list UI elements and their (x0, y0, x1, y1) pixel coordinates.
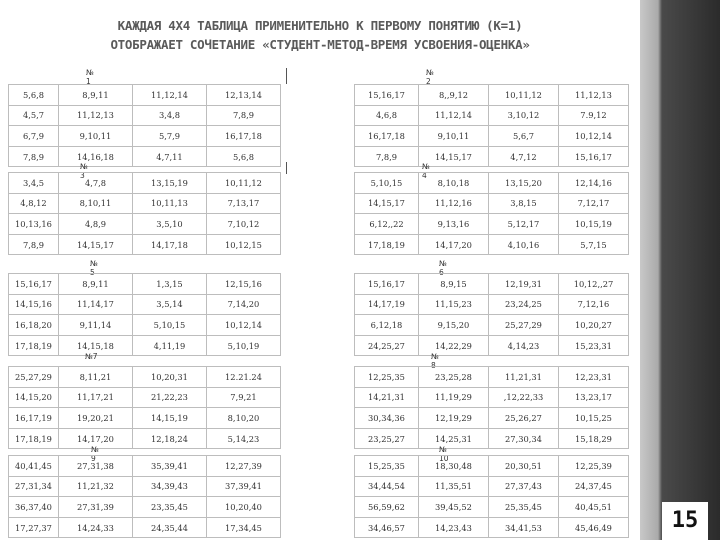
table-label: № 4 (422, 162, 430, 180)
table-cell: 14,15,17 (355, 193, 419, 214)
table-cell: 4,14,23 (489, 335, 559, 356)
table-cell: 3,10,12 (489, 105, 559, 126)
table-cell: 37,39,41 (207, 476, 281, 497)
table-cell: 12.21.24 (207, 367, 281, 388)
table-cell: 7,14,20 (207, 294, 281, 315)
table-cell: 6,7,9 (9, 126, 59, 147)
table-cell: 11,21,31 (489, 367, 559, 388)
table-cell: 34,41,53 (489, 517, 559, 538)
table-cell: 12,13,14 (207, 85, 281, 106)
table-cell: 5,10,19 (207, 335, 281, 356)
table-cell: 11,12,13 (59, 105, 133, 126)
table-row (355, 517, 629, 538)
data-table (8, 84, 281, 167)
table-cell: 13,15,19 (133, 173, 207, 194)
table-cell: 20,30,51 (489, 456, 559, 477)
table-cell: 27,30,34 (489, 428, 559, 449)
table-row (9, 408, 281, 429)
table-cell: 56,59,62 (355, 497, 419, 518)
table-cell: 5,10,15 (133, 315, 207, 336)
table-cell: 14,24,33 (59, 517, 133, 538)
data-table (8, 366, 281, 449)
data-table (354, 366, 629, 449)
table-cell: 10,12,15 (207, 234, 281, 255)
table-cell: 25,27,29 (489, 315, 559, 336)
table-row (9, 146, 281, 167)
table-row (355, 234, 629, 255)
table-cell: 34,44,54 (355, 476, 419, 497)
table-row (355, 294, 629, 315)
table-row (355, 408, 629, 429)
separator-line (286, 162, 287, 174)
table-cell: 25,35,45 (489, 497, 559, 518)
table-cell: 7,12,16 (559, 294, 629, 315)
table-cell: 15,16,17 (355, 85, 419, 106)
table-row (9, 315, 281, 336)
table-cell: 12,14,16 (559, 173, 629, 194)
table-cell: 12,23,31 (559, 367, 629, 388)
table-cell: 14,17,18 (133, 234, 207, 255)
table-cell: 23,25,27 (355, 428, 419, 449)
table-cell: 9,10,11 (419, 126, 489, 147)
table-row (355, 335, 629, 356)
table-cell: 5,14,23 (207, 428, 281, 449)
table-row (9, 517, 281, 538)
table-row (9, 105, 281, 126)
table-cell: 10,20,27 (559, 315, 629, 336)
table-row (9, 126, 281, 147)
table-row (355, 105, 629, 126)
table-cell: 11,21,32 (59, 476, 133, 497)
table-cell: 8,10,18 (419, 173, 489, 194)
table-cell: 12,18,24 (133, 428, 207, 449)
table-cell: 11,12,14 (133, 85, 207, 106)
data-table (8, 455, 281, 538)
table-cell: 10,20,31 (133, 367, 207, 388)
table-cell: 24,25,27 (355, 335, 419, 356)
table-cell: 10,15,19 (559, 214, 629, 235)
table-cell: 11,12,16 (419, 193, 489, 214)
data-table (354, 172, 629, 255)
table-cell: 4,7,11 (133, 146, 207, 167)
table-cell: 34,39,43 (133, 476, 207, 497)
table-row (355, 367, 629, 388)
table-cell: 1,3,15 (133, 274, 207, 295)
table-cell: 15,16,17 (559, 146, 629, 167)
table-cell: 15,18,29 (559, 428, 629, 449)
table-cell: 16,17,19 (9, 408, 59, 429)
table-cell: 14,23,43 (419, 517, 489, 538)
table-cell: 11,17,21 (59, 387, 133, 408)
table-cell: 5,6,8 (207, 146, 281, 167)
table-cell: 16,17,18 (355, 126, 419, 147)
table-row (9, 476, 281, 497)
table-cell: 4,11,19 (133, 335, 207, 356)
table-cell: 17,18,19 (355, 234, 419, 255)
table-label: № 3 (80, 162, 88, 180)
table-cell: 4,5,7 (9, 105, 59, 126)
table-cell: 7,12,17 (559, 193, 629, 214)
table-cell: 27,37,43 (489, 476, 559, 497)
table-cell: 3,4,5 (9, 173, 59, 194)
data-table (8, 273, 281, 356)
table-row (355, 173, 629, 194)
table-label: № 10 (439, 445, 449, 463)
table-cell: 14,15,16 (9, 294, 59, 315)
table-cell: 10,12,14 (207, 315, 281, 336)
table-cell: 5,6,8 (9, 85, 59, 106)
table-cell: 14,17,19 (355, 294, 419, 315)
title-line-1: КАЖДАЯ 4Х4 ТАБЛИЦА ПРИМЕНИТЕЛЬНО К ПЕРВОМУ ПОНЯТИЮ (К=1) (117, 18, 523, 33)
table-row (9, 367, 281, 388)
table-label: № 6 (439, 259, 447, 277)
table-label: №7 (85, 352, 98, 361)
table-row (355, 85, 629, 106)
table-cell: 14,22,29 (419, 335, 489, 356)
table-cell: 9,11,14 (59, 315, 133, 336)
table-cell: 17,18,19 (9, 428, 59, 449)
table-cell: 11,15,23 (419, 294, 489, 315)
table-cell: 8,,9,12 (419, 85, 489, 106)
table-row (9, 335, 281, 356)
table-cell: 7.9,12 (559, 105, 629, 126)
table-cell: 5,6,7 (489, 126, 559, 147)
table-cell: 14,15,17 (419, 146, 489, 167)
table-cell: 14,25,31 (419, 428, 489, 449)
table-cell: 40,41,45 (9, 456, 59, 477)
table-cell: 12,15,16 (207, 274, 281, 295)
table-cell: 3,5,14 (133, 294, 207, 315)
table-cell: 5,12,17 (489, 214, 559, 235)
table-cell: 13,23,17 (559, 387, 629, 408)
table-row (355, 214, 629, 235)
table-cell: 13,15,20 (489, 173, 559, 194)
table-cell: 6,12,18 (355, 315, 419, 336)
table-cell: 17,27,37 (9, 517, 59, 538)
table-row (9, 193, 281, 214)
table-cell: 10,20,40 (207, 497, 281, 518)
table-cell: 7,8,9 (355, 146, 419, 167)
table-cell: 27,31,39 (59, 497, 133, 518)
table-cell: 7,13,17 (207, 193, 281, 214)
table-row (9, 274, 281, 295)
table-cell: 8,11,21 (59, 367, 133, 388)
table-cell: 4,10,16 (489, 234, 559, 255)
table-cell: 15,23,31 (559, 335, 629, 356)
table-cell: 14,15,19 (133, 408, 207, 429)
table-label: № 2 (426, 68, 434, 86)
separator-line (286, 68, 287, 84)
table-row (355, 428, 629, 449)
table-cell: 12,25,35 (355, 367, 419, 388)
table-cell: 7,8,9 (9, 146, 59, 167)
table-cell: 17,34,45 (207, 517, 281, 538)
table-cell: 25,27,29 (9, 367, 59, 388)
table-cell: 12,27,39 (207, 456, 281, 477)
table-row (355, 274, 629, 295)
table-cell: 12,25,39 (559, 456, 629, 477)
table-row (9, 387, 281, 408)
table-cell: 19,20,21 (59, 408, 133, 429)
table-row (355, 387, 629, 408)
table-row (9, 234, 281, 255)
table-cell: 10,11,12 (207, 173, 281, 194)
table-cell: 35,39,41 (133, 456, 207, 477)
data-table (8, 172, 281, 255)
table-cell: 5,10,15 (355, 173, 419, 194)
table-row (355, 193, 629, 214)
table-cell: 10,15,25 (559, 408, 629, 429)
table-cell: 9,15,20 (419, 315, 489, 336)
table-cell: 36,37,40 (9, 497, 59, 518)
table-cell: 39,45,52 (419, 497, 489, 518)
table-cell: 30,34,36 (355, 408, 419, 429)
table-label: № 5 (90, 259, 98, 277)
table-row (9, 214, 281, 235)
table-cell: 6,12,,22 (355, 214, 419, 235)
page-number: 15 (662, 502, 708, 540)
table-cell: 12,19,31 (489, 274, 559, 295)
table-cell: 14,17,20 (419, 234, 489, 255)
table-cell: 17,18,19 (9, 335, 59, 356)
table-cell: 14,15,17 (59, 234, 133, 255)
data-table (354, 455, 629, 538)
table-cell: 5,7,9 (133, 126, 207, 147)
table-cell: 27,31,34 (9, 476, 59, 497)
table-cell: ,12,22,33 (489, 387, 559, 408)
table-cell: 11,35,51 (419, 476, 489, 497)
table-cell: 14,21,31 (355, 387, 419, 408)
table-row (355, 456, 629, 477)
table-cell: 11,19,29 (419, 387, 489, 408)
table-cell: 34,46,57 (355, 517, 419, 538)
table-cell: 21,22,23 (133, 387, 207, 408)
data-table (354, 84, 629, 167)
data-table (354, 273, 629, 356)
table-cell: 8,10,11 (59, 193, 133, 214)
table-cell: 4,7,8 (59, 173, 133, 194)
table-cell: 14,15,20 (9, 387, 59, 408)
table-cell: 10,12,,27 (559, 274, 629, 295)
table-cell: 9,13,16 (419, 214, 489, 235)
page-title (0, 16, 640, 54)
table-cell: 25,26,27 (489, 408, 559, 429)
table-row (9, 85, 281, 106)
table-cell: 40,45,51 (559, 497, 629, 518)
table-cell: 3,4,8 (133, 105, 207, 126)
table-cell: 11,14,17 (59, 294, 133, 315)
table-row (9, 456, 281, 477)
table-cell: 27,31,38 (59, 456, 133, 477)
table-cell: 15,25,35 (355, 456, 419, 477)
table-cell: 7,8,9 (9, 234, 59, 255)
table-cell: 11,12,13 (559, 85, 629, 106)
table-label: № 1 (86, 68, 94, 86)
table-cell: 45,46,49 (559, 517, 629, 538)
table-cell: 4,7,12 (489, 146, 559, 167)
table-cell: 7,10,12 (207, 214, 281, 235)
table-row (355, 146, 629, 167)
table-cell: 4,8,9 (59, 214, 133, 235)
table-cell: 15,16,17 (9, 274, 59, 295)
table-cell: 3,8,15 (489, 193, 559, 214)
table-row (9, 173, 281, 194)
table-cell: 23,35,45 (133, 497, 207, 518)
table-cell: 14,16,18 (59, 146, 133, 167)
table-cell: 5,7,15 (559, 234, 629, 255)
table-cell: 10,11,12 (489, 85, 559, 106)
table-cell: 7,8,9 (207, 105, 281, 126)
table-label: № 9 (91, 445, 99, 463)
table-row (355, 497, 629, 518)
table-cell: 24,37,45 (559, 476, 629, 497)
table-cell: 8,9,11 (59, 85, 133, 106)
table-cell: 18,30,48 (419, 456, 489, 477)
table-cell: 12,19,29 (419, 408, 489, 429)
table-cell: 8,10,20 (207, 408, 281, 429)
table-cell: 8,9,15 (419, 274, 489, 295)
table-cell: 16,18,20 (9, 315, 59, 336)
table-cell: 23,25,28 (419, 367, 489, 388)
table-cell: 10,12,14 (559, 126, 629, 147)
table-cell: 9,10,11 (59, 126, 133, 147)
table-cell: 23,24,25 (489, 294, 559, 315)
table-row (355, 126, 629, 147)
table-cell: 11,12,14 (419, 105, 489, 126)
table-cell: 10,11,13 (133, 193, 207, 214)
table-cell: 24,35,44 (133, 517, 207, 538)
table-cell: 14,15,18 (59, 335, 133, 356)
table-row (9, 294, 281, 315)
table-row (9, 428, 281, 449)
table-cell: 8,9,11 (59, 274, 133, 295)
table-cell: 10,13,16 (9, 214, 59, 235)
table-row (355, 476, 629, 497)
table-cell: 4,8,12 (9, 193, 59, 214)
table-label: № 8 (431, 352, 439, 370)
table-cell: 3,5,10 (133, 214, 207, 235)
table-cell: 15,16,17 (355, 274, 419, 295)
title-line-2: ОТОБРАЖАЕТ СОЧЕТАНИЕ «СТУДЕНТ-МЕТОД-ВРЕМЯ УСВОЕНИЯ-ОЦЕНКА» (110, 37, 530, 52)
table-row (355, 315, 629, 336)
sidebar-decoration (640, 0, 720, 540)
table-cell: 14,17,20 (59, 428, 133, 449)
table-row (9, 497, 281, 518)
table-cell: 16,17,18 (207, 126, 281, 147)
table-cell: 7,9,21 (207, 387, 281, 408)
table-cell: 4,6,8 (355, 105, 419, 126)
